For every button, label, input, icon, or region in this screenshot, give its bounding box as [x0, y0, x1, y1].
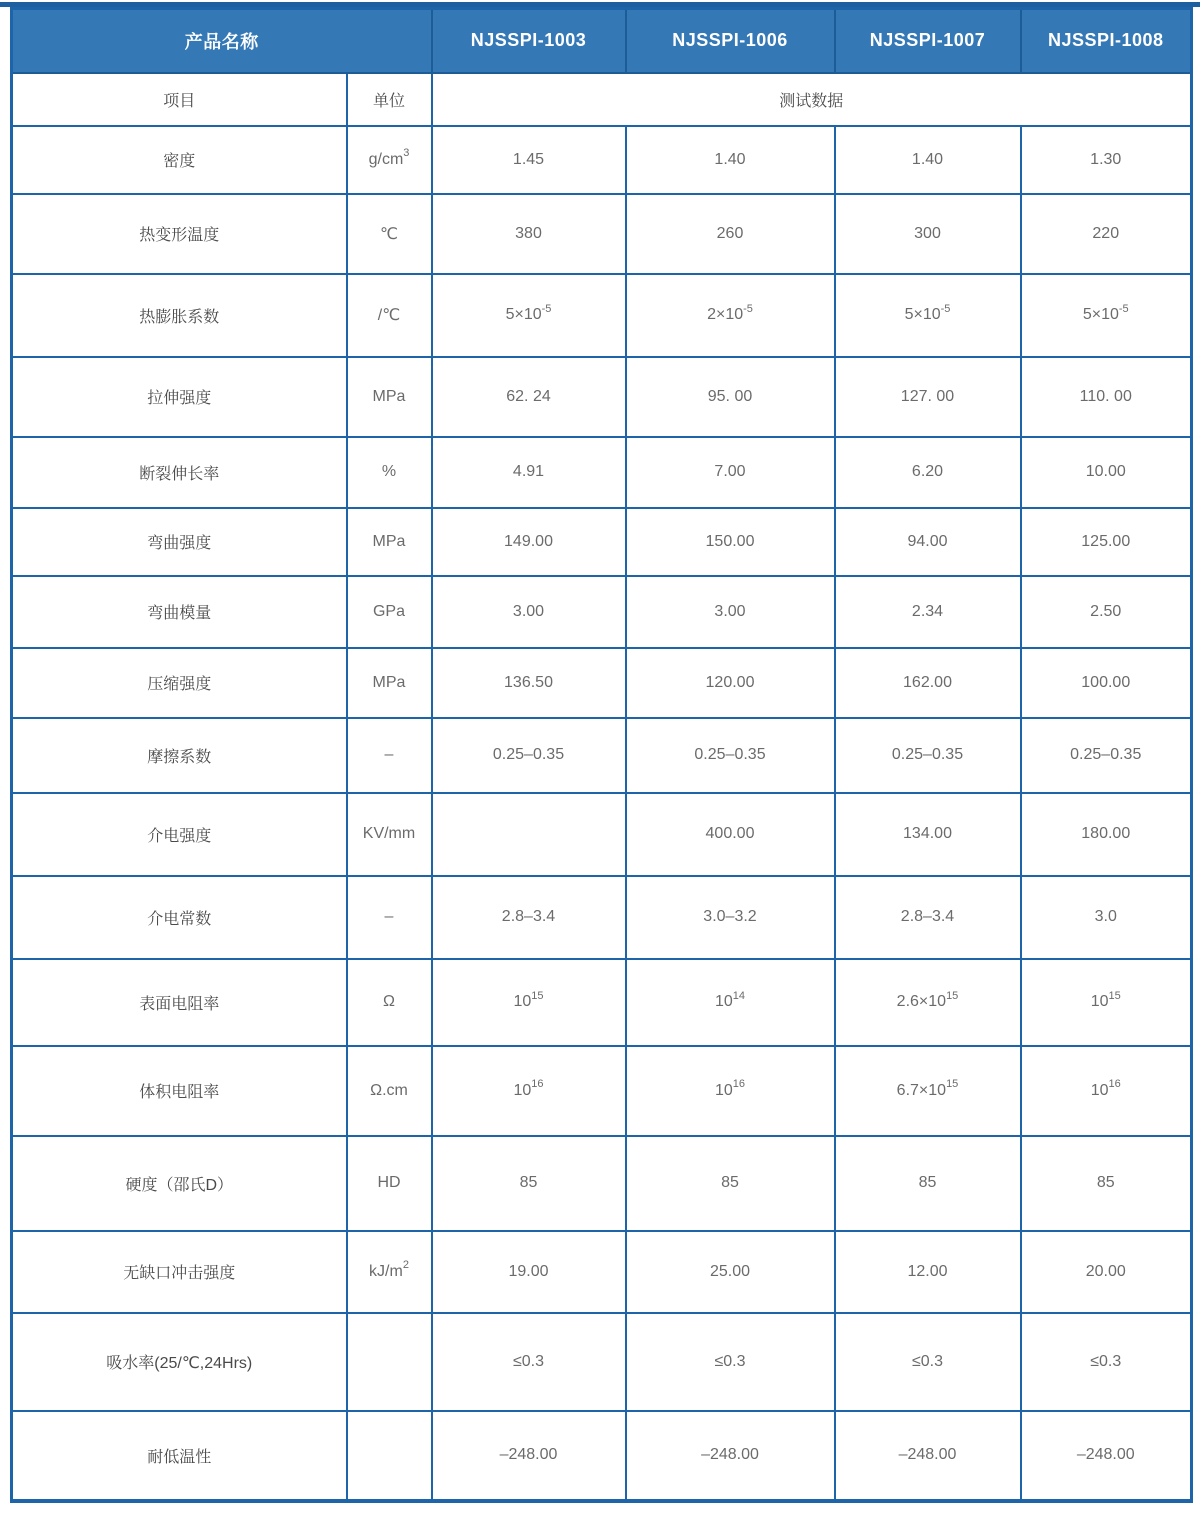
product-column-header: NJSSPI-1003	[432, 9, 626, 73]
table-row	[12, 437, 1192, 508]
row-label-cell: 弯曲模量	[12, 576, 347, 648]
value-cell: 2.34	[835, 576, 1021, 648]
row-label-cell: 无缺口冲击强度	[12, 1231, 347, 1313]
value-cell: 180.00	[1021, 793, 1192, 876]
table-row	[12, 1411, 1192, 1501]
row-label-cell: 介电强度	[12, 793, 347, 876]
value-cell: 220	[1021, 194, 1192, 274]
value-cell: ≤0.3	[626, 1313, 835, 1411]
table-row	[12, 1136, 1192, 1231]
value-cell: 0.25–0.35	[1021, 718, 1192, 793]
value-cell: 3.00	[626, 576, 835, 648]
value-cell: $10^{16}$	[626, 1046, 835, 1136]
value-cell: ≤0.3	[432, 1313, 626, 1411]
table-row	[12, 194, 1192, 274]
unit-cell: /℃	[347, 274, 432, 357]
value-cell: ≤0.3	[1021, 1313, 1192, 1411]
item-subheader: 项目	[12, 73, 347, 126]
value-cell: 85	[626, 1136, 835, 1231]
row-label-cell: 压缩强度	[12, 648, 347, 718]
unit-cell	[347, 1313, 432, 1411]
value-cell: 110. 00	[1021, 357, 1192, 437]
row-label-cell: 摩擦系数	[12, 718, 347, 793]
value-cell: $2.6\times 10^{15}$	[835, 959, 1021, 1046]
unit-cell: Ω	[347, 959, 432, 1046]
value-cell: 85	[1021, 1136, 1192, 1231]
value-cell: 1.40	[835, 126, 1021, 194]
product-name-header: 产品名称	[12, 9, 432, 73]
row-label-cell: 断裂伸长率	[12, 437, 347, 508]
unit-cell: %	[347, 437, 432, 508]
value-cell: 1.45	[432, 126, 626, 194]
value-cell: $6.7\times 10^{15}$	[835, 1046, 1021, 1136]
value-cell: 20.00	[1021, 1231, 1192, 1313]
value-cell: 2.8–3.4	[432, 876, 626, 959]
value-cell: 3.0–3.2	[626, 876, 835, 959]
unit-cell: –	[347, 718, 432, 793]
value-cell: 85	[835, 1136, 1021, 1231]
value-cell: 94.00	[835, 508, 1021, 576]
value-cell: $2\times 10^{-5}$	[626, 274, 835, 357]
table-row	[12, 793, 1192, 876]
unit-cell: $kJ/m^2$	[347, 1231, 432, 1313]
value-cell: 3.00	[432, 576, 626, 648]
test-data-subheader: 测试数据	[432, 73, 1192, 126]
value-cell: $10^{16}$	[432, 1046, 626, 1136]
unit-cell: GPa	[347, 576, 432, 648]
value-cell: 300	[835, 194, 1021, 274]
row-label-cell: 耐低温性	[12, 1411, 347, 1501]
value-cell: 19.00	[432, 1231, 626, 1313]
value-cell: 0.25–0.35	[432, 718, 626, 793]
value-cell: 162.00	[835, 648, 1021, 718]
table-row	[12, 1046, 1192, 1136]
value-cell: $5\times 10^{-5}$	[1021, 274, 1192, 357]
table-header-row	[12, 9, 1192, 73]
row-label-cell: 吸水率(25/℃,24Hrs)	[12, 1313, 347, 1411]
unit-cell: MPa	[347, 357, 432, 437]
product-column-header: NJSSPI-1006	[626, 9, 835, 73]
value-cell: 6.20	[835, 437, 1021, 508]
unit-cell: ℃	[347, 194, 432, 274]
value-cell: ≤0.3	[835, 1313, 1021, 1411]
value-cell: 10.00	[1021, 437, 1192, 508]
row-label-cell: 体积电阻率	[12, 1046, 347, 1136]
product-column-header: NJSSPI-1008	[1021, 9, 1192, 73]
row-label-cell: 硬度（邵氏D）	[12, 1136, 347, 1231]
table-row	[12, 648, 1192, 718]
product-column-header: NJSSPI-1007	[835, 9, 1021, 73]
value-cell: 2.8–3.4	[835, 876, 1021, 959]
value-cell: –248.00	[432, 1411, 626, 1501]
value-cell: 2.50	[1021, 576, 1192, 648]
value-cell: 62. 24	[432, 357, 626, 437]
value-cell: 127. 00	[835, 357, 1021, 437]
value-cell: 7.00	[626, 437, 835, 508]
value-cell: 3.0	[1021, 876, 1192, 959]
table-row	[12, 576, 1192, 648]
value-cell: –248.00	[835, 1411, 1021, 1501]
value-cell: 134.00	[835, 793, 1021, 876]
value-cell: $10^{16}$	[1021, 1046, 1192, 1136]
unit-cell: –	[347, 876, 432, 959]
table-row	[12, 876, 1192, 959]
unit-cell: Ω.cm	[347, 1046, 432, 1136]
value-cell: 4.91	[432, 437, 626, 508]
value-cell: 380	[432, 194, 626, 274]
table-row	[12, 1313, 1192, 1411]
row-label-cell: 拉伸强度	[12, 357, 347, 437]
row-label-cell: 表面电阻率	[12, 959, 347, 1046]
unit-cell	[347, 1411, 432, 1501]
product-spec-table	[10, 7, 1193, 1503]
value-cell: 136.50	[432, 648, 626, 718]
value-cell: –248.00	[626, 1411, 835, 1501]
value-cell: 1.40	[626, 126, 835, 194]
value-cell: 1.30	[1021, 126, 1192, 194]
value-cell: $10^{15}$	[1021, 959, 1192, 1046]
table-row	[12, 508, 1192, 576]
value-cell: 120.00	[626, 648, 835, 718]
value-cell: 85	[432, 1136, 626, 1231]
value-cell: 25.00	[626, 1231, 835, 1313]
value-cell: 400.00	[626, 793, 835, 876]
value-cell	[432, 793, 626, 876]
value-cell: 0.25–0.35	[835, 718, 1021, 793]
value-cell: 100.00	[1021, 648, 1192, 718]
unit-cell: KV/mm	[347, 793, 432, 876]
value-cell: 12.00	[835, 1231, 1021, 1313]
value-cell: 150.00	[626, 508, 835, 576]
value-cell: 0.25–0.35	[626, 718, 835, 793]
value-cell: $5\times 10^{-5}$	[835, 274, 1021, 357]
table-row	[12, 718, 1192, 793]
value-cell: –248.00	[1021, 1411, 1192, 1501]
value-cell: 95. 00	[626, 357, 835, 437]
row-label-cell: 弯曲强度	[12, 508, 347, 576]
unit-cell: MPa	[347, 648, 432, 718]
row-label-cell: 热变形温度	[12, 194, 347, 274]
value-cell: $5\times 10^{-5}$	[432, 274, 626, 357]
value-cell: $10^{15}$	[432, 959, 626, 1046]
row-label-cell: 热膨胀系数	[12, 274, 347, 357]
table-row	[12, 959, 1192, 1046]
value-cell: $10^{14}$	[626, 959, 835, 1046]
value-cell: 149.00	[432, 508, 626, 576]
table-row	[12, 126, 1192, 194]
row-label-cell: 介电常数	[12, 876, 347, 959]
table-row	[12, 357, 1192, 437]
unit-cell: MPa	[347, 508, 432, 576]
row-label-cell: 密度	[12, 126, 347, 194]
table-row	[12, 1231, 1192, 1313]
value-cell: 125.00	[1021, 508, 1192, 576]
unit-subheader: 单位	[347, 73, 432, 126]
unit-cell: HD	[347, 1136, 432, 1231]
table-subheader-row	[12, 73, 1192, 126]
table-row	[12, 274, 1192, 357]
value-cell: 260	[626, 194, 835, 274]
unit-cell: $g/cm^3$	[347, 126, 432, 194]
